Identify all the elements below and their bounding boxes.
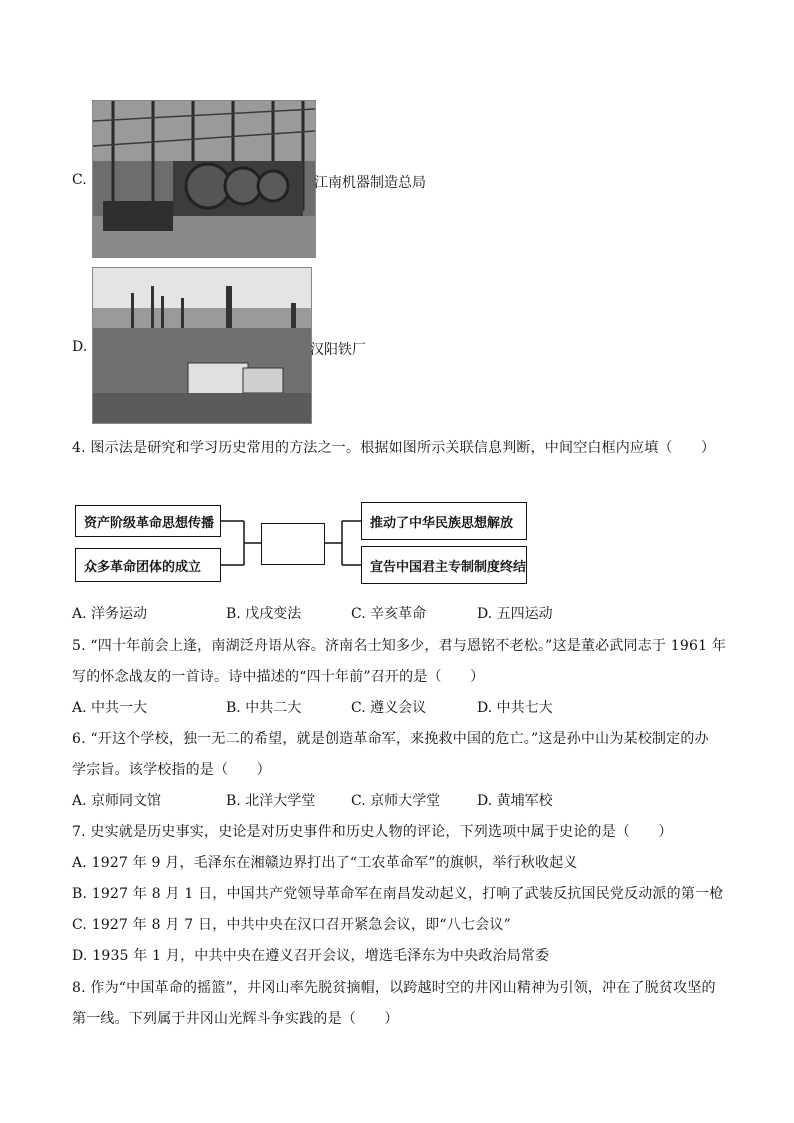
q4-option-c[interactable]: C. 辛亥革命 (351, 606, 427, 622)
option-c-caption: 江南机器制造总局 (314, 175, 426, 191)
q5-stem-line2: 写的怀念战友的一首诗。诗中描述的“四十年前”召开的是（ ） (72, 669, 485, 685)
q8-stem-line1: 8. 作为“中国革命的摇篮”，井冈山率先脱贫摘帽，以跨越时空的井冈山精神为引领，冲在了脱贫攻坚的 (72, 980, 716, 996)
q7-stem: 7. 史实就是历史事实，史论是对历史事件和历史人物的评论，下列选项中属于史论的是（ ） (72, 824, 673, 840)
q4-option-b[interactable]: B. 戊戌变法 (226, 606, 302, 622)
q5-option-a[interactable]: A. 中共一大 (72, 700, 148, 716)
q7-option-b[interactable]: B. 1927 年 8 月 1 日，中国共产党领导革命军在南昌发动起义，打响了武装反抗国民党反动派的第一枪 (72, 886, 724, 902)
q7-option-d[interactable]: D. 1935 年 1 月，中共中央在遵义召开会议，增选毛泽东为中央政治局常委 (72, 948, 550, 964)
option-c-label: C. (72, 172, 87, 188)
q6-stem-line1: 6. “开这个学校，独一无二的希望，就是创造革命军，来挽救中国的危亡。”这是孙中山为某校制定的办 (72, 731, 709, 747)
q5-stem-line1: 5. “四十年前会上逢，南湖泛舟语从容。济南名士知多少，君与恩铭不老松。”这是董必武同志于 1961 年 (72, 638, 727, 654)
q5-option-d[interactable]: D. 中共七大 (477, 700, 553, 716)
q6-option-a[interactable]: A. 京师同文馆 (72, 793, 162, 809)
q6-option-c[interactable]: C. 京师大学堂 (351, 793, 441, 809)
q6-option-b[interactable]: B. 北洋大学堂 (226, 793, 316, 809)
diagram-left-top: 资产阶级革命思想传播 (75, 505, 221, 537)
q8-stem-line2: 第一线。下列属于井冈山光辉斗争实践的是（ ） (72, 1011, 399, 1027)
q5-option-b[interactable]: B. 中共二大 (226, 700, 302, 716)
q4-option-a[interactable]: A. 洋务运动 (72, 606, 148, 622)
q4-stem: 4. 图示法是研究和学习历史常用的方法之一。根据如图所示关联信息判断，中间空白框内应填（ ） (72, 440, 716, 456)
q6-option-d[interactable]: D. 黄埔军校 (477, 793, 553, 809)
q5-option-c[interactable]: C. 遵义会议 (351, 700, 427, 716)
diagram-right-bottom: 宣告中国君主专制制度终结 (361, 546, 527, 584)
option-d-label: D. (72, 339, 88, 355)
q7-option-c[interactable]: C. 1927 年 8 月 7 日，中共中央在汉口召开紧急会议，即“八七会议” (72, 917, 511, 933)
diagram-left-bottom: 众多革命团体的成立 (75, 548, 221, 582)
diagram-right-top: 推动了中华民族思想解放 (361, 502, 527, 540)
q6-stem-line2: 学宗旨。该学校指的是（ ） (72, 762, 271, 778)
option-d-caption: 汉阳铁厂 (310, 342, 366, 358)
q4-option-d[interactable]: D. 五四运动 (477, 606, 553, 622)
q7-option-a[interactable]: A. 1927 年 9 月，毛泽东在湘赣边界打出了“工农革命军”的旗帜，举行秋收起义 (72, 855, 578, 871)
